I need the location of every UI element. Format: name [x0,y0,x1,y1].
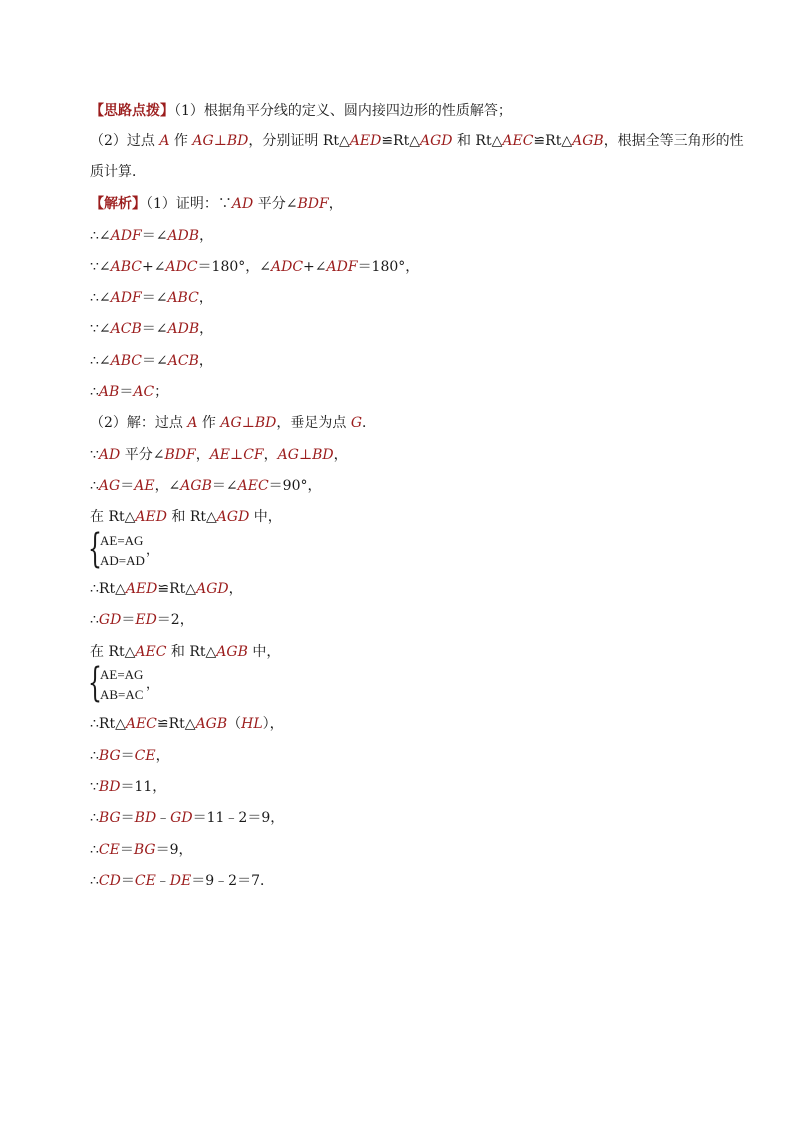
math-variable: ACB [110,321,142,337]
text-span: ，∠ [154,478,181,494]
math-variable: DE [169,873,192,889]
text-span: ∵ [90,447,99,463]
text-span: +∠ [142,259,166,275]
math-variable: BD [134,810,157,826]
text-span: ∴ [90,478,99,494]
math-variable: AED [349,133,382,149]
math-variable: AG [98,478,121,494]
text-line [90,579,243,599]
text-span: ⊥ [298,447,313,463]
text-span: ， [198,290,213,306]
math-variable: ADF [110,290,142,306]
math-variable: ADC [270,259,304,275]
math-variable: ABC [110,353,143,369]
text-line [90,840,193,860]
text-span: 和 Rt△ [452,133,503,149]
text-span: 和 Rt△ [166,644,217,660]
text-span: ＝∠ [141,290,168,306]
text-span: ＝ [119,842,134,858]
math-variable: ADB [167,228,200,244]
text-span: ＝∠ [141,228,168,244]
text-span: （2）解：过点 [90,415,188,431]
math-variable: ADF [326,259,358,275]
text-span: ， [155,748,170,764]
math-variable: CE [134,748,156,764]
math-variable: AGB [216,644,248,660]
math-variable: AC [133,384,155,400]
text-line [90,194,343,214]
text-line [90,131,744,151]
equation-row: AE=AG [100,667,144,682]
text-span: ＝∠ [141,321,168,337]
equation-row: AE=AG [100,533,144,548]
math-variable: AD [98,447,121,463]
math-variable: BD [98,779,121,795]
math-variable: A [187,415,198,431]
math-variable: AE [134,478,155,494]
left-brace: { [88,660,102,706]
text-span: ，垂足为点 [276,415,351,431]
text-span: ∴ [90,873,99,889]
math-variable: AED [125,581,158,597]
text-span: ＝ [121,612,136,628]
math-variable: GD [98,612,122,628]
text-span: ＝11﹣2＝9， [192,810,285,826]
text-line [90,257,419,277]
math-variable: BD [312,447,334,463]
text-span: 和 Rt△ [166,509,217,525]
math-variable: AEC [135,644,167,660]
text-line [90,777,166,797]
text-span: ＝11， [120,779,167,795]
math-variable: ADF [110,228,142,244]
math-variable: AG [220,415,242,431]
text-span: ∴Rt△ [90,716,126,732]
math-variable: ABC [167,290,199,306]
math-variable: AEC [237,478,269,494]
text-span: ， [228,581,243,597]
math-variable: AGB [195,716,228,732]
left-brace: { [88,526,102,572]
text-line [90,413,376,433]
text-line [90,871,274,891]
text-span: ， [199,228,214,244]
math-variable: AG [277,447,299,463]
text-span: ＝180°，∠ [197,259,271,275]
text-span: ∴Rt△ [90,581,126,597]
math-variable: AGD [216,509,250,525]
text-span: ∴ [90,612,99,628]
text-span: ∵∠ [90,259,111,275]
text-span: ⊥ [230,447,244,463]
equation-trailing-comma: ， [146,676,160,691]
text-span: ∴∠ [90,228,111,244]
math-variable: ABC [110,259,143,275]
text-line [90,610,194,630]
text-line [90,288,213,308]
text-span: ． [362,415,377,431]
text-span: 质计算． [90,164,146,180]
text-span: ， [199,321,214,337]
text-line [90,226,213,246]
text-span: 平分∠ [253,196,298,212]
math-variable: CD [98,873,121,889]
text-span: ， [195,447,210,463]
math-variable: CE [134,873,156,889]
math-variable: BG [133,842,156,858]
text-span: ＝∠ [211,478,238,494]
text-span: ＝2， [156,612,194,628]
text-span: ＝9， [155,842,193,858]
math-variable: ACB [167,353,199,369]
math-variable: ED [135,612,157,628]
text-span: ＝90°， [268,478,322,494]
math-variable: BG [98,810,121,826]
text-span: 在 Rt△ [90,644,136,660]
math-variable: AE [209,447,231,463]
text-span: ＝ [120,873,135,889]
text-span: ＝∠ [142,353,168,369]
text-span: 中， [247,644,281,660]
math-variable: GD [170,810,193,826]
text-span: ∴∠ [90,290,111,306]
text-span: ∴ [90,384,99,400]
math-variable: AGB [180,478,212,494]
text-span: ∴ [90,810,99,826]
equation-trailing-comma: ， [146,542,160,557]
text-span: ﹣ [156,810,171,826]
text-span: 作 [169,133,193,149]
text-span: 平分∠ [120,447,165,463]
math-variable: AED [135,509,167,525]
text-span: ， [333,447,348,463]
math-variable: AG [192,133,214,149]
text-span: ⊥ [241,415,255,431]
text-line [90,162,146,182]
text-span: ∴∠ [90,353,111,369]
text-line [90,642,280,662]
math-variable: CF [243,447,264,463]
text-span: ， [328,196,343,212]
math-variable: AEC [502,133,534,149]
math-variable: HL [241,716,263,732]
math-variable: AGD [196,581,229,597]
text-span: ， [263,447,278,463]
text-line [90,808,284,828]
math-variable: ADC [165,259,198,275]
text-span: ∴ [90,748,99,764]
text-span: 在 Rt△ [90,509,136,525]
math-variable: AGD [420,133,453,149]
math-variable: BD [226,133,249,149]
text-span: ）， [262,716,284,732]
text-span: ≌Rt△ [533,133,573,149]
math-variable: AB [98,384,120,400]
text-line [90,319,213,339]
section-label: 【思路点拨】 [90,103,174,119]
math-variable: BDF [297,196,329,212]
math-variable: CE [98,842,120,858]
math-variable: AEC [125,716,157,732]
text-span: ≌Rt△ [381,133,420,149]
text-span: ＝9﹣2＝7． [191,873,274,889]
math-variable: BG [98,748,121,764]
text-span: ≌Rt△ [156,716,196,732]
text-span: 作 [197,415,221,431]
text-span: ＝180°， [357,259,420,275]
math-variable: AD [231,196,254,212]
text-span: +∠ [303,259,327,275]
text-span: ∵ [90,779,99,795]
section-label: 【解析】 [90,196,146,212]
text-line [90,714,284,734]
text-span: （ [227,716,242,732]
math-variable: G [350,415,363,431]
text-span: ﹣ [155,873,170,889]
text-line [90,351,213,371]
math-variable: BD [254,415,277,431]
math-variable: ADB [167,321,200,337]
text-line [90,476,322,496]
text-span: （1）根据角平分线的定义、圆内接四边形的性质解答； [174,103,512,119]
text-span: ∴ [90,842,99,858]
equation-row: AD=AD [100,553,145,568]
text-span: （2）过点 [90,133,160,149]
text-span: ⊥ [213,133,227,149]
text-span: ，根据全等三角形的性 [603,133,744,149]
text-span: ＝ [119,384,134,400]
text-span: ； [154,384,169,400]
text-span: 中， [249,509,282,525]
text-span: ＝ [120,810,135,826]
text-line [90,507,282,527]
text-line [90,445,348,465]
math-variable: A [159,133,170,149]
text-span: ， [198,353,213,369]
text-span: ∵∠ [90,321,111,337]
math-variable: BDF [164,447,196,463]
text-line [90,101,512,121]
text-line [90,382,168,402]
text-span: ，分别证明 Rt△ [248,133,350,149]
text-span: ≌Rt△ [157,581,197,597]
equation-row: AB=AC [100,687,144,702]
math-variable: AGB [572,133,604,149]
text-span: （1）证明：∵ [146,196,232,212]
text-line [90,746,170,766]
text-span: ＝ [120,748,135,764]
text-span: ＝ [120,478,135,494]
